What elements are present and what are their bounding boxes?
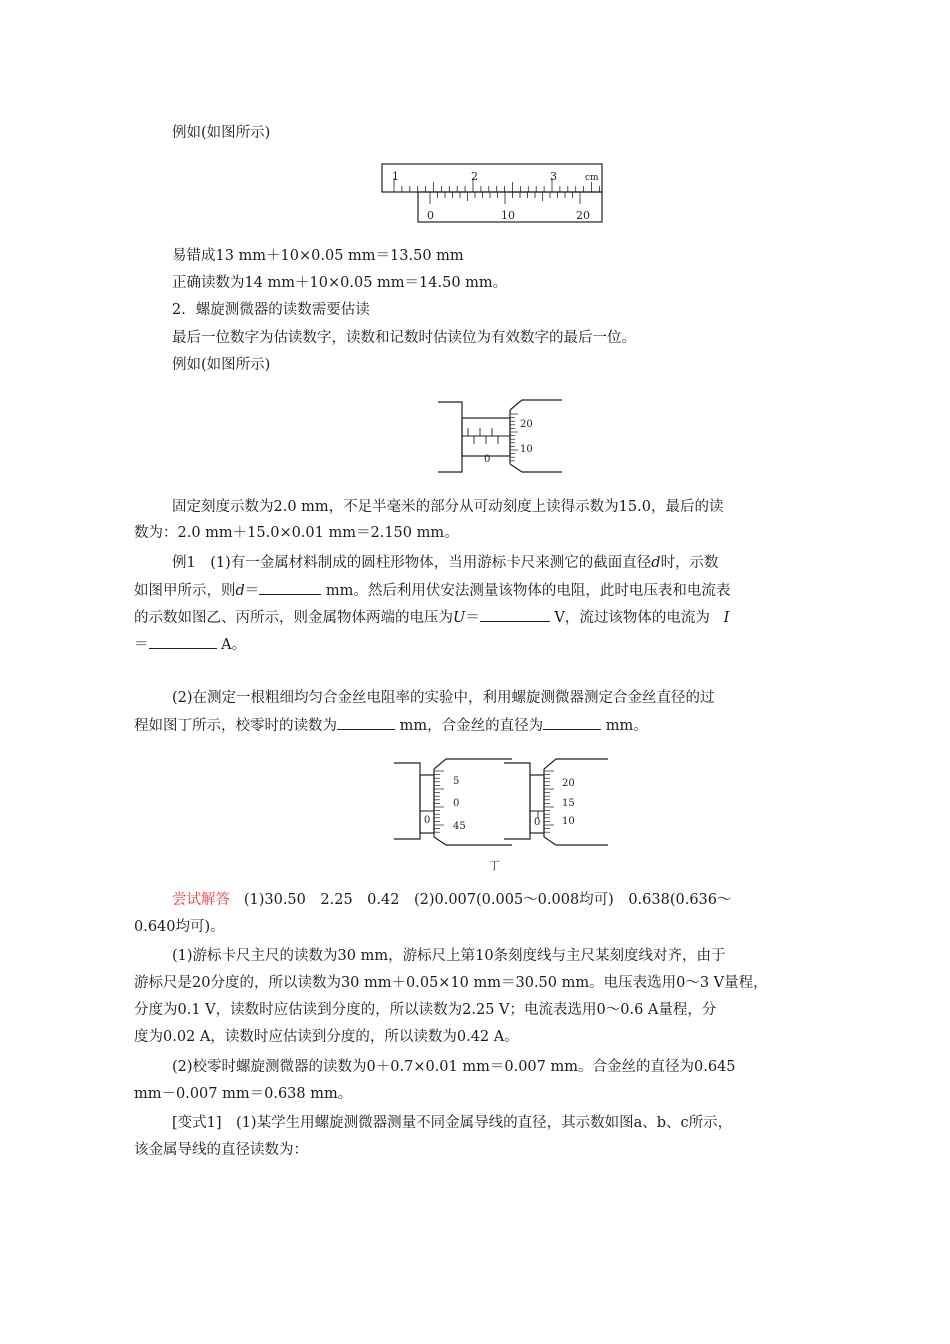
- vernier-label-20: 20: [576, 209, 590, 222]
- main-label-2: 2: [471, 170, 478, 183]
- thimble-label-20: 20: [562, 778, 575, 789]
- text-line: 例如(如图所示): [172, 125, 271, 141]
- text-span: mm。然后利用伏安法测量该物体的电阻，此时电压表和电流表: [325, 583, 731, 599]
- text-line: 该金属导线的直径读数为：: [134, 1142, 308, 1158]
- text-line: 游标尺是20分度的，所以读数为30 mm＋0.05×10 mm＝30.50 mm。电压表选用0～3 V量程，: [134, 975, 768, 991]
- variable-I: I: [723, 610, 730, 626]
- variable-d: d: [235, 583, 245, 599]
- text-span: 程如图丁所示，校零时的读数为: [134, 718, 337, 734]
- sleeve-label-0: 0: [424, 815, 431, 826]
- variable-U: U: [453, 610, 466, 626]
- main-label-1: 1: [392, 170, 399, 183]
- text-line: [变式1] (1)某学生用螺旋测微器测量不同金属导线的直径，其示数如图a、b、c所示，: [172, 1115, 733, 1131]
- answer-blank: [149, 634, 217, 649]
- text-line: [134, 607, 729, 628]
- text-line: 2．螺旋测微器的读数需要估读: [172, 302, 370, 318]
- text-line: 正确读数为14 mm＋10×0.05 mm＝14.50 mm。: [172, 275, 508, 291]
- thimble-label-5: 5: [453, 776, 460, 787]
- thimble-label-10: 10: [520, 444, 533, 455]
- text-line: 例如(如图所示): [172, 357, 271, 373]
- answer-blank: [480, 607, 550, 622]
- text-line: [134, 715, 648, 736]
- text-line: (2)在测定一根粗细均匀合金丝电阻率的实验中，利用螺旋测微器测定合金丝直径的过: [172, 690, 715, 706]
- text-line: 固定刻度示数为2.0 mm，不足半毫米的部分从可动刻度上读得示数为15.0，最后的读: [172, 499, 724, 515]
- vernier-label-10: 10: [501, 209, 515, 222]
- text-line: [172, 553, 719, 573]
- sleeve-label-0: 0: [534, 817, 541, 828]
- text-span: mm。: [605, 718, 648, 734]
- text-line: 度为0.02 A，读数时应估读到分度的，所以读数为0.42 A。: [134, 1029, 519, 1045]
- main-label-3: 3: [550, 170, 557, 183]
- text-span: V，流过该物体的电流为: [554, 610, 710, 626]
- text-span: ＝: [465, 610, 480, 626]
- vernier-caliper-figure: [380, 160, 606, 226]
- thimble-label-45: 45: [453, 821, 466, 832]
- answer-blank: [337, 715, 395, 730]
- text-span: mm，合金丝的直径为: [399, 718, 544, 734]
- thimble-label-20: 20: [520, 419, 533, 430]
- text-line: 数为：2.0 mm＋15.0×0.01 mm＝2.150 mm。: [134, 525, 459, 541]
- text-line: 最后一位数字为估读数字，读数和记数时估读位为有效数字的最后一位。: [172, 330, 636, 346]
- answer-blank: [259, 580, 321, 595]
- text-span: (1)30.50 2.25 0.42 (2)0.007(0.005～0.008均可) 0.638(0.636～: [243, 892, 732, 908]
- text-line: [134, 580, 730, 601]
- text-line: 易错成13 mm＋10×0.05 mm＝13.50 mm: [172, 248, 464, 264]
- micrometer-figure-2: [392, 755, 612, 877]
- text-line: 分度为0.1 V，读数时应估读到分度的，所以读数为2.25 V；电流表选用0～0.6 A量程，分: [134, 1002, 717, 1018]
- text-span: 的示数如图乙、丙所示，则金属物体两端的电压为: [134, 610, 453, 626]
- variable-d: d: [651, 555, 661, 571]
- text-span: 时，示数: [660, 555, 719, 571]
- text-line: [172, 890, 732, 910]
- text-line: 0.640均可)。: [134, 919, 225, 935]
- text-span: A。: [221, 637, 247, 653]
- answer-blank: [543, 715, 601, 730]
- sleeve-label-0: 0: [484, 454, 491, 465]
- unit-label: cm: [585, 173, 599, 183]
- text-span: 如图甲所示，则: [134, 583, 236, 599]
- text-line: mm－0.007 mm＝0.638 mm。: [134, 1086, 353, 1102]
- micrometer-figure-1: [436, 392, 566, 478]
- text-line: (1)游标卡尺主尺的读数为30 mm，游标尺上第10条刻度线与主尺某刻度线对齐，由于: [172, 948, 726, 964]
- text-line: [134, 634, 246, 655]
- answer-heading: 尝试解答: [172, 892, 230, 908]
- thimble-label-0: 0: [453, 798, 460, 809]
- text-span: ＝: [244, 583, 260, 599]
- text-span: 例1 (1)有一金属材料制成的圆柱形物体，当用游标卡尺来测它的截面直径: [172, 555, 652, 571]
- thimble-label-15: 15: [562, 798, 575, 809]
- text-span: ＝: [134, 637, 149, 653]
- text-line: (2)校零时螺旋测微器的读数为0＋0.7×0.01 mm＝0.007 mm。合金丝的直径为0.645: [172, 1059, 736, 1075]
- vernier-label-0: 0: [427, 209, 434, 222]
- thimble-label-10: 10: [562, 816, 575, 827]
- figure-caption: 丁: [489, 859, 500, 872]
